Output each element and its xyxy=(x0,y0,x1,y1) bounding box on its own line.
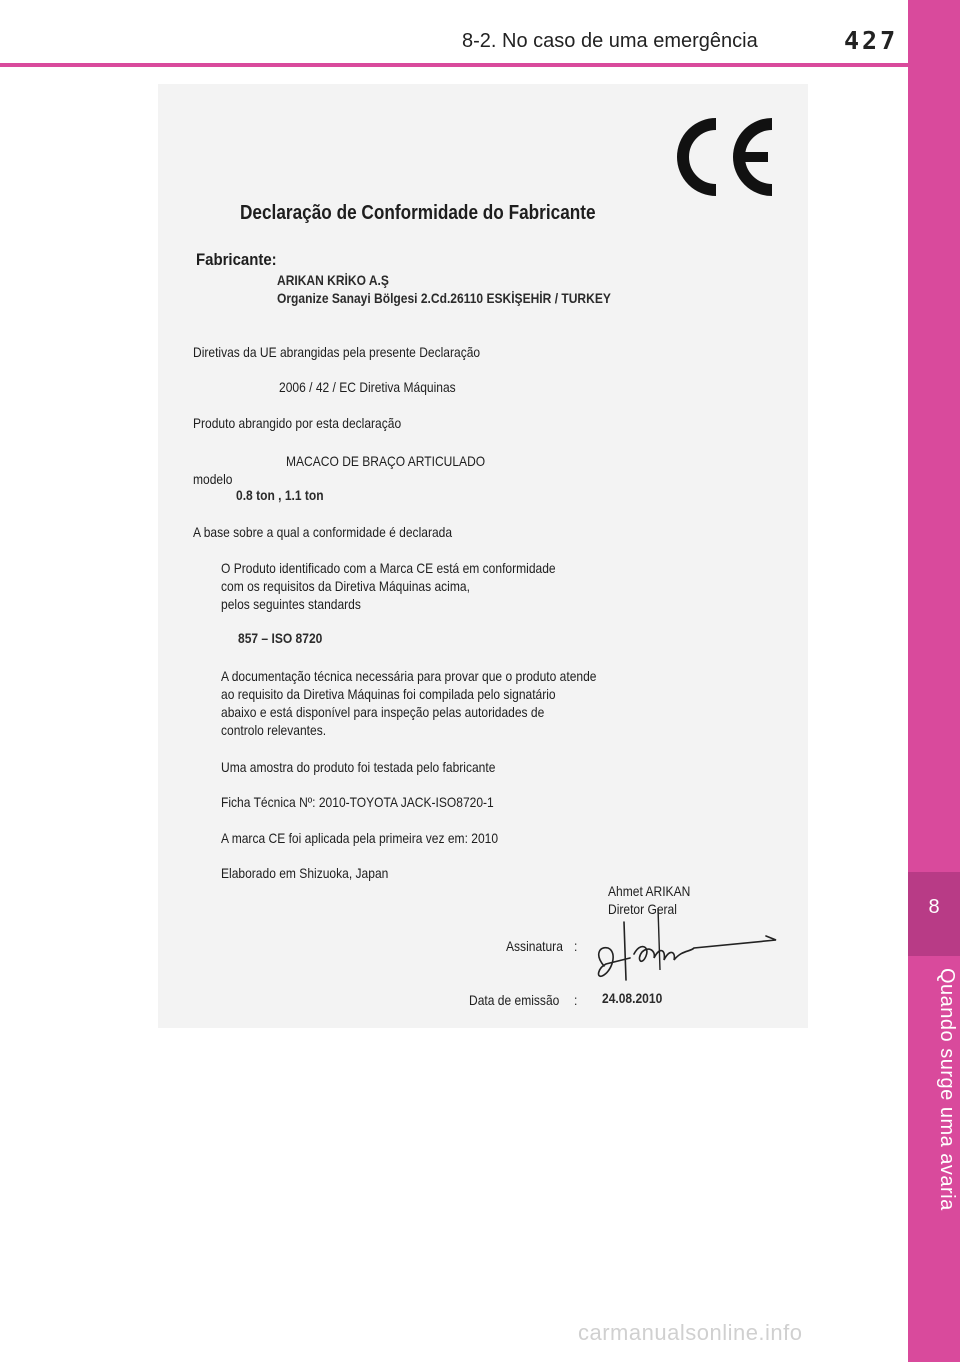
signatory-name: Ahmet ARIKAN xyxy=(608,883,691,899)
directive: 2006 / 42 / EC Diretiva Máquinas xyxy=(279,379,456,395)
issue-date: 24.08.2010 xyxy=(602,990,663,1006)
date-label: Data de emissão xyxy=(469,992,560,1008)
signature-colon: : xyxy=(574,938,578,954)
documentation-line: abaixo e está disponível para inspeção pelas autoridades de xyxy=(221,704,545,720)
manufacturer-label: Fabricante: xyxy=(196,250,277,269)
manufacturer-address: Organize Sanayi Bölgesi 2.Cd.26110 ESKİŞEHİR / TURKEY xyxy=(277,290,611,306)
documentation-line: A documentação técnica necessária para provar que o produto atende xyxy=(221,668,597,684)
declaration-scan xyxy=(158,84,808,1028)
directives-heading: Diretivas da UE abrangidas pela presente Declaração xyxy=(193,344,481,360)
standard: 857 – ISO 8720 xyxy=(238,630,323,646)
section-title: 8-2. No caso de uma emergência xyxy=(462,30,758,52)
product-heading: Produto abrangido por esta declaração xyxy=(193,415,402,431)
model-label: modelo xyxy=(193,471,233,487)
signatory-role: Diretor Geral xyxy=(608,901,677,917)
product-name: MACACO DE BRAÇO ARTICULADO xyxy=(286,453,486,469)
basis-heading: A base sobre a qual a conformidade é declarada xyxy=(193,524,453,540)
ce-applied: A marca CE foi aplicada pela primeira vez em: 2010 xyxy=(221,830,499,846)
chapter-title: Quando surge uma avaria xyxy=(936,968,958,1211)
header-rule xyxy=(0,63,908,67)
conformity-line: O Produto identificado com a Marca CE está em conformidade xyxy=(221,560,556,576)
date-colon: : xyxy=(574,992,578,1008)
manufacturer-name: ARIKAN KRİKO A.Ş xyxy=(277,272,389,288)
model-values: 0.8 ton , 1.1 ton xyxy=(236,487,324,503)
signature-label: Assinatura xyxy=(506,938,563,954)
documentation-line: ao requisito da Diretiva Máquinas foi compilada pelo signatário xyxy=(221,686,556,702)
conformity-line: com os requisitos da Diretiva Máquinas acima, xyxy=(221,578,470,594)
documentation-line: controlo relevantes. xyxy=(221,722,327,738)
conformity-line: pelos seguintes standards xyxy=(221,596,361,612)
page-number: 427 xyxy=(844,26,899,55)
sample-tested: Uma amostra do produto foi testada pelo fabricante xyxy=(221,759,496,775)
handwritten-signature xyxy=(590,906,790,986)
prepared-in: Elaborado em Shizuoka, Japan xyxy=(221,865,389,881)
tech-sheet: Ficha Técnica Nº: 2010-TOYOTA JACK-ISO8720-1 xyxy=(221,794,494,810)
site-watermark: carmanualsonline.info xyxy=(578,1320,803,1345)
chapter-number: 8 xyxy=(928,896,940,918)
declaration-title: Declaração de Conformidade do Fabricante xyxy=(240,202,596,224)
ce-mark-icon xyxy=(676,118,776,196)
